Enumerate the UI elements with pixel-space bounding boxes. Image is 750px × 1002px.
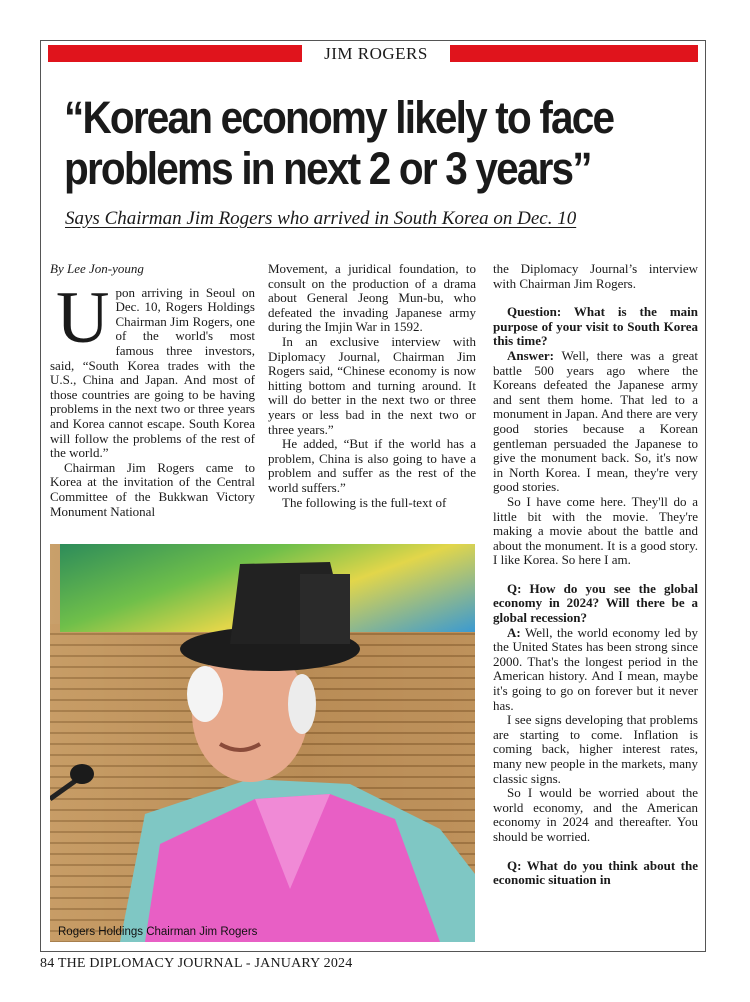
paragraph: Chairman Jim Rogers came to Korea at the invitation of the Central Committee of the Bukkwan Victory Monument National xyxy=(50,459,255,519)
headline-line-2: problems in next 2 or 3 years” xyxy=(64,143,591,194)
question-1: Question: What is the main purpose of your visit to South Korea this time? xyxy=(493,304,698,349)
answer-text: Well, the world economy led by the United States has been strong since 2000. That's the longest period in the American history. And I mean, maybe it's going to go on forever but it never has. xyxy=(493,624,698,713)
paragraph: He added, “But if the world has a problem, China is also going to have a problem and suffer as the rest of the world suffers.” xyxy=(268,436,476,495)
drop-cap: U xyxy=(56,276,110,359)
answer-label: Answer: xyxy=(507,347,554,363)
question-2: Q: How do you see the global economy in 2024? Will there be a global recession? xyxy=(493,580,698,626)
answer-text: Well, there was a great battle 500 years ago where the Koreans defeated the Japanese army and sent them home. That led to a monument in Japan. And there are very good stories because a Korean gentleman persuaded the Japanese to give the monument back. So, it's now in North Korea. I mean, they're very good stories. xyxy=(493,347,698,495)
portrait-illustration xyxy=(50,544,475,942)
headline xyxy=(64,92,640,194)
section-banner-right xyxy=(450,45,698,62)
article-column-1 xyxy=(50,262,255,519)
paragraph: Movement, a juridical foundation, to consult on the production of a drama about General Jeong Mun-bu, who defeated the invading Japanese army during the Imjin War in 1592. xyxy=(268,261,476,335)
paragraph: I see signs developing that problems are starting to come. Inflation is coming back, higher interest rates, many new people in the markets, many classic signs. xyxy=(493,712,698,786)
article-column-2 xyxy=(268,262,476,510)
answer-2 xyxy=(493,626,698,714)
subhead: Says Chairman Jim Rogers who arrived in South Korea on Dec. 10 xyxy=(65,208,577,229)
headline-line-1: “Korean economy likely to face xyxy=(64,92,614,143)
section-banner-left xyxy=(48,45,302,62)
paragraph: So I would be worried about the world economy, and the American economy in 2024 and thereafter. You should be worried. xyxy=(493,785,698,844)
paragraph: The following is the full-text of xyxy=(282,494,447,510)
article-column-3 xyxy=(493,262,698,888)
question-3: Q: What do you think about the economic situation in xyxy=(493,857,698,888)
page-footer: 84 THE DIPLOMACY JOURNAL - JANUARY 2024 xyxy=(40,956,353,971)
paragraph: the Diplomacy Journal’s interview with Chairman Jim Rogers. xyxy=(493,261,698,291)
answer-label: A: xyxy=(507,624,521,640)
answer-1 xyxy=(493,349,698,495)
lead-paragraph xyxy=(50,276,255,461)
lead-text: pon arriving in Seoul on Dec. 10, Rogers Holdings Chairman Jim Rogers, one of the world's most famous three investors, said, “South Korea trades with the U.S., China and Japan. And most of those countries are going to be having problems in the next two or three years and Korea cannot escape. South Korea will follow the problems of the rest of the world.” xyxy=(50,284,255,461)
article-photo xyxy=(50,544,475,942)
byline: By Lee Jon-young xyxy=(50,261,144,276)
section-label: JIM ROGERS xyxy=(324,44,428,63)
photo-caption: Rogers Holdings Chairman Jim Rogers xyxy=(58,926,258,938)
paragraph: So I have come here. They'll do a little bit with the movie. They're making a movie about the battle and about the monument. It is a good story. I like Korea. So here I am. xyxy=(493,493,698,568)
paragraph: In an exclusive interview with Diplomacy Journal, Chairman Jim Rogers said, “Chinese economy is now hitting bottom and turning around. It will do better in the next two or three years or less bad in the next two or three years.” xyxy=(268,333,476,437)
